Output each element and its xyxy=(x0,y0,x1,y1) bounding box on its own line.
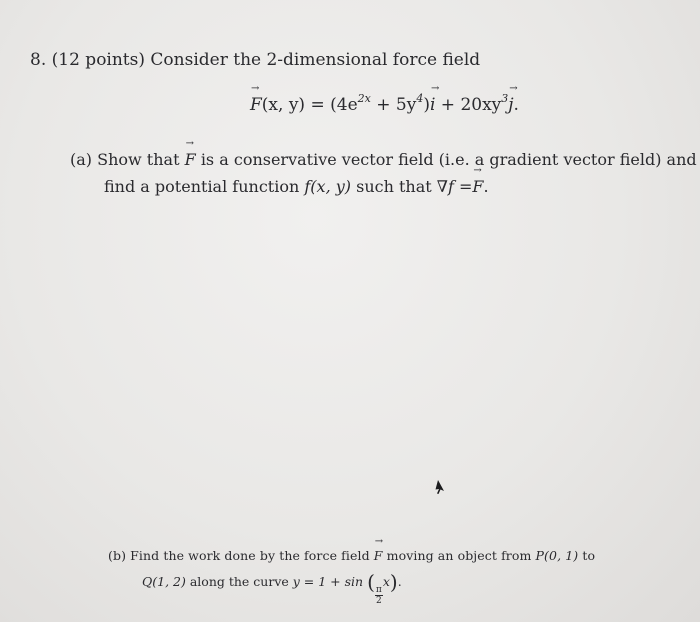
formula-plus-5y: + 5y xyxy=(370,95,417,115)
part-a-text2-mid: such that xyxy=(356,177,432,196)
force-field-formula xyxy=(250,92,519,115)
fraction-numerator: π xyxy=(375,585,382,595)
vector-j: → j xyxy=(508,95,513,115)
formula-exp-2x: 2x xyxy=(357,92,371,105)
part-b-text1-pre: Find the work done by the force field xyxy=(130,548,370,563)
formula-end: . xyxy=(513,95,519,115)
part-b-end: . xyxy=(397,574,402,589)
part-a-label: (a) xyxy=(70,150,93,169)
pi-over-two-fraction xyxy=(375,585,383,606)
curve-left-paren: ( xyxy=(367,570,375,594)
part-a-vector-f: → F xyxy=(185,150,196,169)
part-b-label: (b) xyxy=(108,548,127,563)
formula-exp-4: 4 xyxy=(416,92,424,105)
question-heading xyxy=(30,50,480,70)
point-p: P(0, 1) xyxy=(535,548,579,563)
formula-equals: = (4e xyxy=(305,95,358,115)
vector-f: → F xyxy=(250,95,262,115)
part-b-line-2 xyxy=(142,570,402,606)
point-q: Q(1, 2) xyxy=(142,574,186,589)
part-a-text1-pre: Show that xyxy=(97,150,180,169)
formula-close-paren: ) xyxy=(423,95,430,115)
fraction-variable: x xyxy=(382,574,390,589)
part-b-line-1 xyxy=(108,548,595,563)
curve-right-paren: ) xyxy=(389,570,398,594)
potential-function: f(x, y) xyxy=(304,177,352,196)
question-number: 8. xyxy=(30,50,47,70)
part-b-text2-mid: along the curve xyxy=(189,574,289,589)
part-a2-vector-f: → F xyxy=(472,177,483,196)
gradient-equation: ∇f = xyxy=(436,177,473,196)
part-a-text1-post: is a conservative vector field (i.e. a gradient vector field) and xyxy=(200,150,697,169)
question-points: (12 points) xyxy=(51,50,145,70)
formula-exp-3: 3 xyxy=(501,92,509,105)
curve-equation: y = 1 + sin xyxy=(292,574,364,589)
part-a-line-1 xyxy=(70,150,697,169)
formula-plus-20xy: + 20xy xyxy=(435,95,502,115)
part-b-text1-post: moving an object from xyxy=(386,548,532,563)
vector-i: → i xyxy=(430,95,435,115)
part-a-line-2 xyxy=(104,177,489,196)
part-b-vector-f: → F xyxy=(374,548,383,563)
formula-lhs-args: (x, y) xyxy=(261,95,306,115)
part-a-text2-pre: find a potential function xyxy=(104,177,300,196)
question-intro: Consider the 2-dimensional force field xyxy=(150,50,481,70)
part-a-text2-end: . xyxy=(483,177,489,196)
fraction-denominator: 2 xyxy=(375,596,382,606)
cursor-arrow-icon xyxy=(432,478,448,496)
part-b-to: to xyxy=(582,548,596,563)
